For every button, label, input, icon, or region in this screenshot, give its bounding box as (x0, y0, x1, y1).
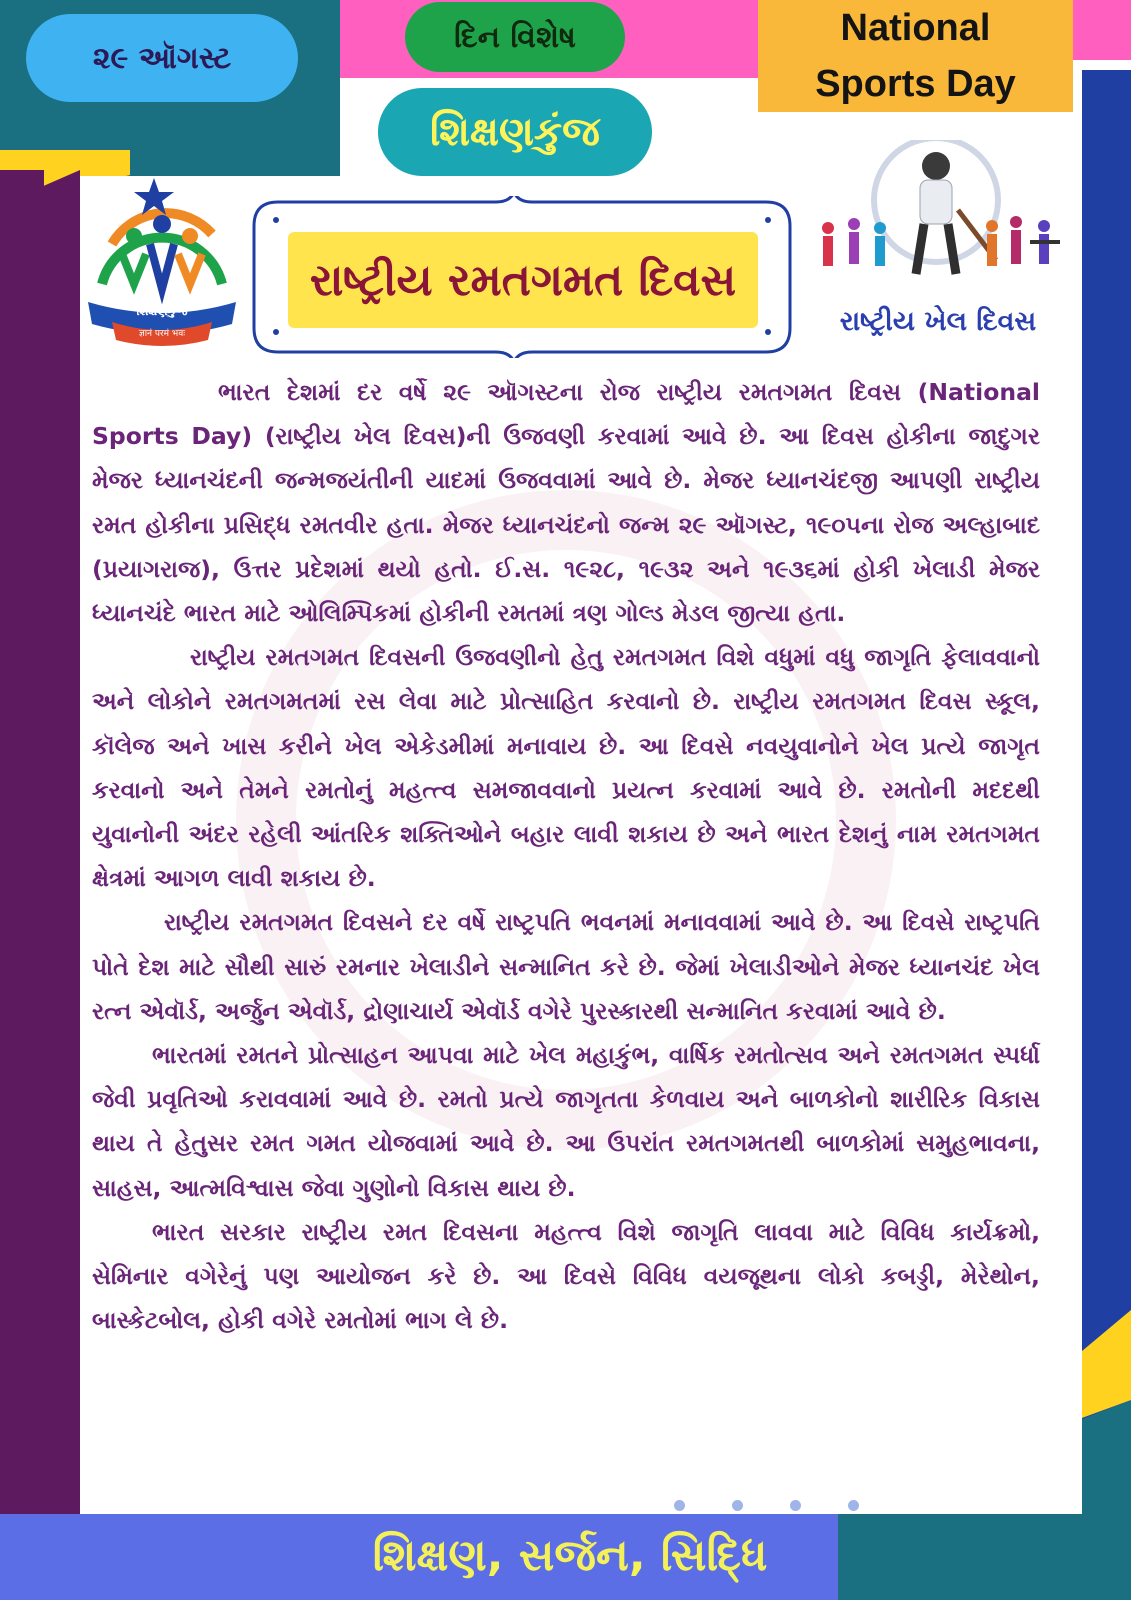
sports-silhouettes-illustration (808, 140, 1064, 290)
decorative-dot (790, 1500, 801, 1511)
decorative-dot (732, 1500, 743, 1511)
paragraph-4: ભારતમાં રમતને પ્રોત્સાહન આપવા માટે ખેલ મહાકુંભ, વાર્ષિક રમતોત્સવ અને રમતગમત સ્પર્ધા જેવી પ્રવૃતિઓ કરાવવામાં આવે છે. રમતો પ્રત્યે જાગૃતતા કેળવાય અને બાળકોનો શારીરિક વિકાસ થાય તે હેતુસર રમત ગમત યોજવામાં આવે છે. આ ઉપરાંત રમતગમતથી બાળકોમાં સમુહભાવના, સાહસ, આત્મવિશ્વાસ જેવા ગુણોનો વિકાસ થાય છે. (92, 1041, 1040, 1202)
logo-name: શિક્ષણકુંજ (136, 304, 188, 318)
paragraph-5: ભારત સરકાર રાષ્ટ્રીય રમત દિવસના મહત્ત્વ વિશે જાગૃતિ લાવવા માટે વિવિધ કાર્યક્રમો, સેમિનાર વગેરેનું પણ આયોજન કરે છે. આ દિવસે વિવિધ વયજૂથના લોકો કબડ્ડી, મેરેથોન, બાસ્કેટબોલ, હોકી વગેરે રમતોમાં ભાગ લે છે. (92, 1217, 1040, 1335)
logo-motto: ज्ञानं परमं भवः (138, 329, 186, 339)
page-title: રાષ્ટ્રીય રમતગમત દિવસ (288, 232, 758, 328)
sports-day-line2: Sports Day (815, 63, 1016, 105)
national-sports-day-label (758, 0, 1073, 112)
paragraph-2: રાષ્ટ્રીય રમતગમત દિવસની ઉજવણીનો હેતુ રમતગમત વિશે વધુમાં વધુ જાગૃતિ ફેલાવવાનો અને લોકોને રમતગમતમાં રસ લેવા માટે પ્રોત્સાહિત કરવાનો છે. રાષ્ટ્રીય રમતગમત દિવસ સ્કૂલ, કૉલેજ અને ખાસ કરીને ખેલ એકેડમીમાં મનાવાય છે. આ દિવસે નવયુવાનોને ખેલ પ્રત્યે જાગૃત કરવાનો અને તેમને રમતોનું મહત્ત્વ સમજાવવાનો પ્રયત્ન કરવામાં આવે છે. રમતોની મદદથી યુવાનોની અંદર રહેલી આંતરિક શક્તિઓને બહાર લાવી શકાય છે અને ભારત દેશનું નામ રમતગમત ક્ષેત્રમાં આગળ લાવી શકાય છે. (92, 643, 1040, 893)
sports-day-line1: National (840, 7, 991, 49)
footer-slogan: શિક્ષણ, સર્જન, સિદ્ધિ (372, 1529, 768, 1581)
decorative-dot (674, 1500, 685, 1511)
date-badge: ૨૯ ઑગસ્ટ (26, 14, 298, 102)
din-vishesh-badge: દિન વિશેષ (405, 2, 625, 72)
article-body (92, 370, 1040, 1342)
hero-caption: રાષ્ટ્રીય ખેલ દિવસ (839, 306, 1037, 337)
paragraph-3: રાષ્ટ્રીય રમતગમત દિવસને દર વર્ષે રાષ્ટ્રપતિ ભવનમાં મનાવવામાં આવે છે. આ દિવસે રાષ્ટ્રપતિ પોતે દેશ માટે સૌથી સારું રમનાર ખેલાડીને સન્માનિત કરે છે. જેમાં ખેલાડીઓને મેજર ધ્યાનચંદ ખેલ રત્ન એવૉર્ડ, અર્જુન એવૉર્ડ, દ્રોણાચાર્ય એવૉર્ડ વગેરે પુરસ્કારથી સન્માનિત કરવામાં આવે છે. (92, 908, 1040, 1025)
shikshankunj-logo (82, 174, 242, 350)
paragraph-1: ભારત દેશમાં દર વર્ષે ૨૯ ઑગસ્ટના રોજ રાષ્ટ્રીય રમતગમત દિવસ (National Sports Day) (રાષ્ટ્રીય ખેલ દિવસ)ની ઉજવણી કરવામાં આવે છે. આ દિવસ હોકીના જાદુગર મેજર ધ્યાનચંદની જન્મજયંતીની યાદમાં ઉજવવામાં આવે છે. મેજર ધ્યાનચંદજી આપણી રાષ્ટ્રીય રમત હોકીના પ્રસિદ્ધ રમતવીર હતા. મેજર ધ્યાનચંદનો જન્મ ૨૯ ઑગસ્ટ, ૧૯૦૫ના રોજ અલ્હાબાદ (પ્રયાગરાજ), ઉત્તર પ્રદેશમાં થયો હતો. ઈ.સ. ૧૯૨૮, ૧૯૩૨ અને ૧૯૩૬માં હોકી ખેલાડી મેજર ધ્યાનચંદે ભારત માટે ઓલિમ્પિકમાં હોકીની રમતમાં ત્રણ ગોલ્ડ મેડલ જીત્યા હતા. (92, 378, 1040, 628)
decorative-dot (848, 1500, 859, 1511)
brand-badge: શિક્ષણકુંજ (378, 88, 652, 176)
